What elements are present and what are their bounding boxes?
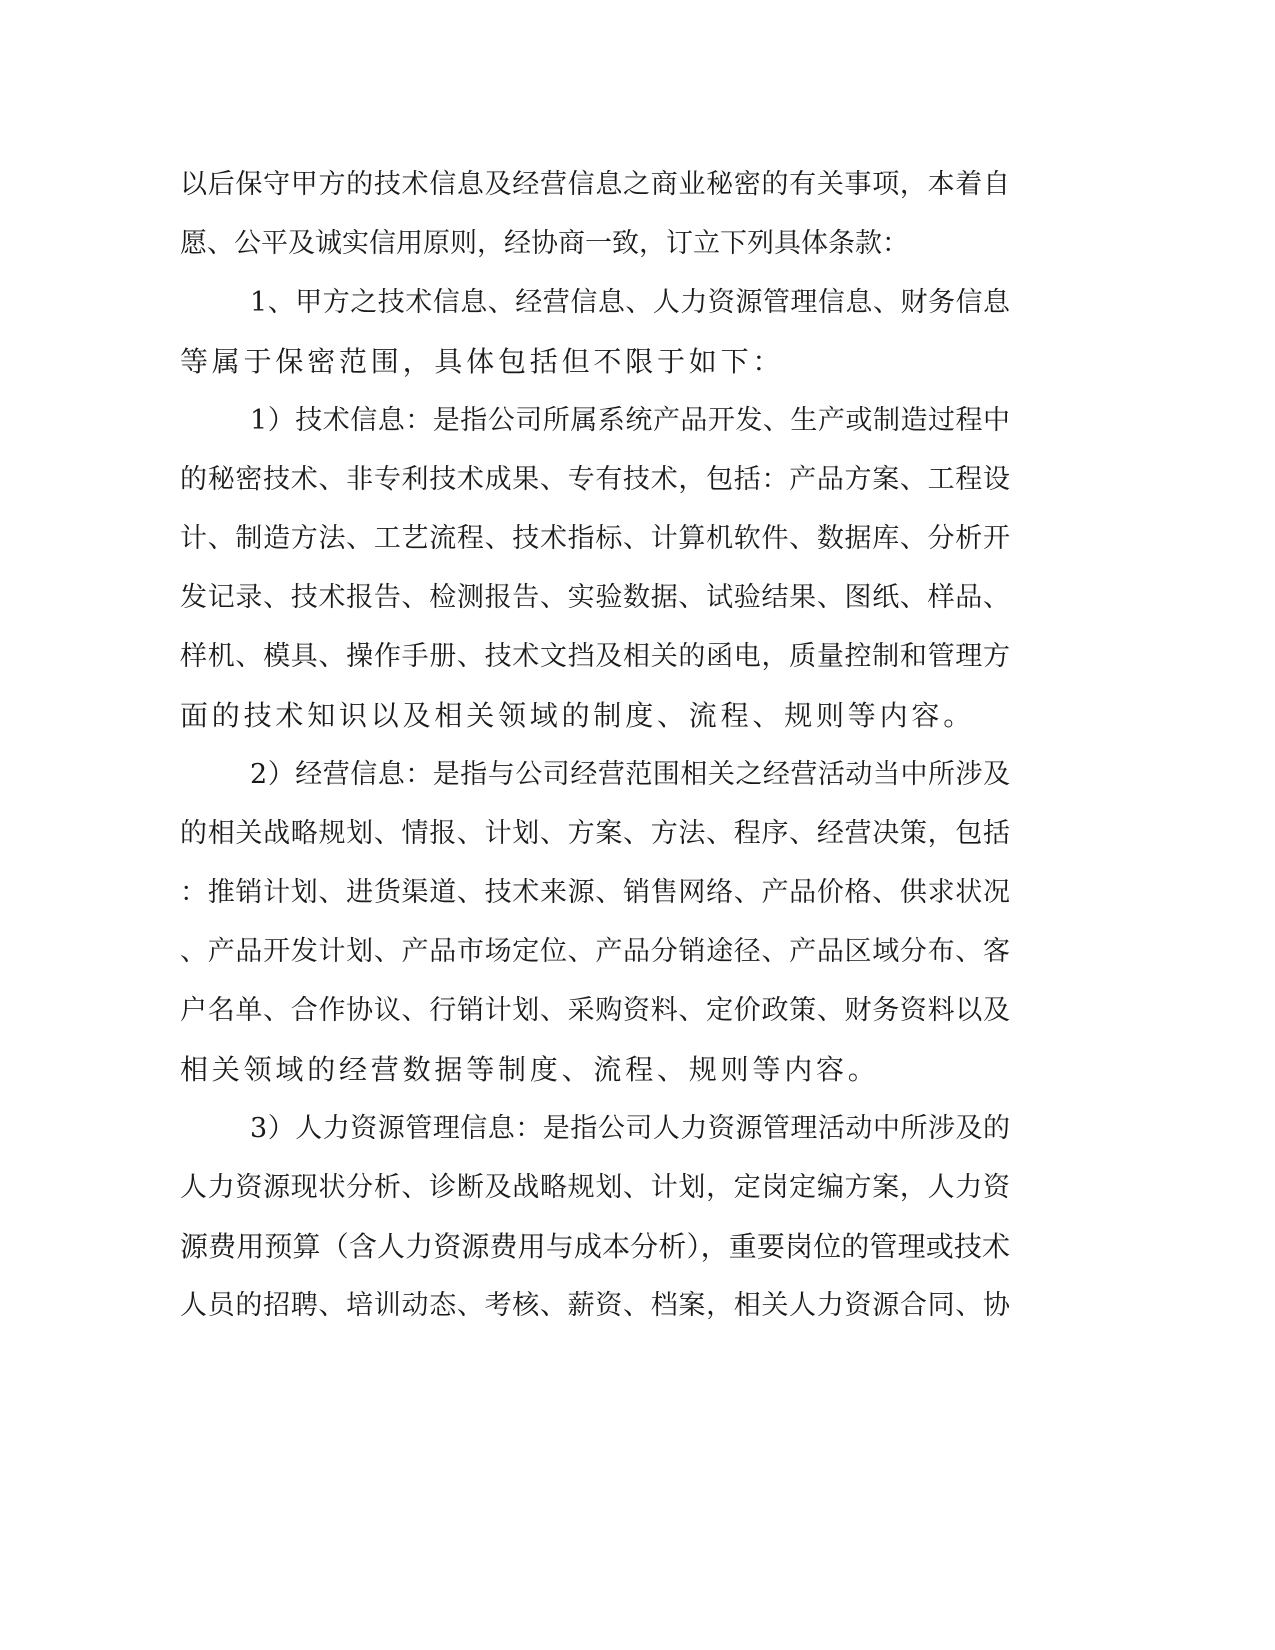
text-line: 以后保守甲方的技术信息及经营信息之商业秘密的有关事项，本着自	[180, 169, 1010, 200]
text-line: 源费用预算（含人力资源费用与成本分析），重要岗位的管理或技术	[180, 1230, 1010, 1263]
text-line: 的秘密技术、非专利技术成果、专有技术，包括：产品方案、工程设	[180, 464, 1010, 495]
text-line: ：推销计划、进货渠道、技术来源、销售网络、产品价格、供求状况	[180, 877, 1010, 908]
document-body	[180, 155, 1010, 1335]
text-line: 发记录、技术报告、检测报告、实验数据、试验结果、图纸、样品、	[180, 582, 1010, 613]
text-line: 计、制造方法、工艺流程、技术指标、计算机软件、数据库、分析开	[180, 523, 1010, 554]
text-line: 人员的招聘、培训动态、考核、薪资、档案，相关人力资源合同、协	[180, 1290, 1010, 1321]
text-line: 人力资源现状分析、诊断及战略规划、计划，定岗定编方案，人力资	[180, 1172, 1010, 1203]
text-line: 愿、公平及诚实信用原则，经协商一致，订立下列具体条款：	[180, 228, 909, 259]
paragraph-first-line: 3）人力资源管理信息：是指公司人力资源管理活动中所涉及的	[250, 1113, 1010, 1144]
text-line: 的相关战略规划、情报、计划、方案、方法、程序、经营决策，包括	[180, 818, 1010, 849]
text-line: 、产品开发计划、产品市场定位、产品分销途径、产品区域分布、客	[180, 936, 1010, 967]
text-line: 面的技术知识以及相关领域的制度、流程、规则等内容。	[180, 699, 976, 732]
paragraph-first-line: 1、甲方之技术信息、经营信息、人力资源管理信息、财务信息	[250, 287, 1010, 318]
text-line: 相关领域的经营数据等制度、流程、规则等内容。	[180, 1053, 880, 1086]
paragraph-first-line: 2）经营信息：是指与公司经营范围相关之经营活动当中所涉及	[250, 759, 1010, 790]
paragraph-first-line: 1）技术信息：是指公司所属系统产品开发、生产或制造过程中	[250, 405, 1010, 436]
text-line: 户名单、合作协议、行销计划、采购资料、定价政策、财务资料以及	[180, 995, 1010, 1026]
text-line: 样机、模具、操作手册、技术文挡及相关的函电，质量控制和管理方	[180, 641, 1010, 672]
text-line: 等属于保密范围，具体包括但不限于如下：	[180, 345, 785, 378]
